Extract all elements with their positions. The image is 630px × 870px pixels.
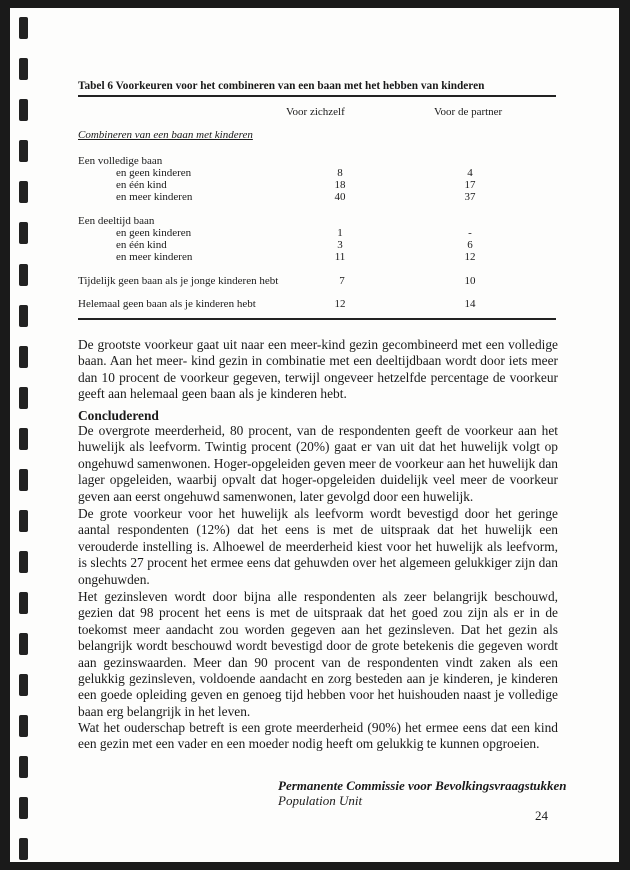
binding-hole [19, 264, 28, 286]
row-value-partner: - [468, 227, 472, 239]
table-bottom-rule [78, 318, 556, 320]
binding-hole [19, 222, 28, 244]
row-value-partner: 6 [467, 239, 473, 251]
row-value-self: 18 [334, 179, 346, 191]
row-value-partner: 12 [464, 251, 476, 263]
binding-hole [19, 469, 28, 491]
binding-hole [19, 428, 28, 450]
row-value-self: 12 [334, 298, 346, 310]
paragraph-5: Wat het ouderschap betreft is een grote meerderheid (90%) het ermee eens dat een kind een gezin met een vader en een moeder nodig heeft om gelukkig te kunnen opgroeien. [78, 720, 558, 752]
row-value-self: 8 [337, 167, 343, 179]
row-label: en één kind [116, 179, 167, 191]
table-top-rule [78, 95, 556, 97]
binding-hole [19, 551, 28, 573]
column-header-self: Voor zichzelf [286, 106, 345, 118]
paragraph-4: Het gezinsleven wordt door bijna alle respondenten als zeer belangrijk beschouwd, gezien dat 98 procent het eens is met de uitspraak dat het goed zou zijn als er in de toekomst meer aandacht zou worden gegeven aan het gezinsleven. Dat het gezin als belangrijk wordt beschouwd wordt bevestigd door de grote betekenis die gegeven wordt aan gezinswaarden. Meer dan 90 procent van de respondenten vindt zaken als een gelukkig gezinsleven, voldoende aandacht en zorg besteden aan je kinderen, je kinderen een goede opleiding geven en genoeg tijd hebben voor het huishouden naast je volledige baan erg belangrijk in het leven. [78, 589, 558, 719]
table-title: Tabel 6 Voorkeuren voor het combineren van een baan met het hebben van kinderen [78, 80, 485, 92]
binding-hole [19, 387, 28, 409]
footer-unit: Population Unit [278, 793, 363, 808]
row-value-self: 1 [337, 227, 343, 239]
binding-hole [19, 633, 28, 655]
binding-hole [19, 58, 28, 80]
row-value-self: 40 [334, 191, 346, 203]
binding-hole [19, 797, 28, 819]
row-value-partner: 14 [464, 298, 476, 310]
row-label: en geen kinderen [116, 227, 192, 239]
binding-hole [19, 592, 28, 614]
binding-hole [19, 510, 28, 532]
group-label-fulltime: Een volledige baan [78, 155, 163, 167]
binding-hole [19, 715, 28, 737]
binding-hole [19, 346, 28, 368]
row-label-temporary: Tijdelijk geen baan als je jonge kinderen hebt [78, 275, 279, 287]
column-header-partner: Voor de partner [434, 106, 503, 118]
row-value-partner: 17 [464, 179, 476, 191]
table-subtitle: Combineren van een baan met kinderen [78, 129, 253, 141]
footer-organization: Permanente Commissie voor Bevolkingsvraagstukken [278, 778, 567, 793]
row-value-self: 3 [337, 239, 343, 251]
page-number: 24 [535, 808, 548, 823]
row-label: en meer kinderen [116, 251, 193, 263]
binding-hole [19, 838, 28, 860]
paragraph-2: De overgrote meerderheid, 80 procent, van de respondenten geeft de voorkeur aan het huwelijk als leefvorm. Twintig procent (20%) gaat er van uit dat het huwelijk volgt op ongehuwd samenwonen. Hoger-opgeleiden geven meer de voorkeur aan het huwelijk dan lager opgeleiden, waarbij opvalt dat hoger-opgeleiden duidelijk veel meer de voorkeur geven aan eerst ongehuwd samenwonen, later gevolgd door een huwelijk. [78, 423, 558, 504]
row-value-self: 11 [334, 251, 346, 263]
binding-hole [19, 305, 28, 327]
binding-hole [19, 99, 28, 121]
paragraph-1: De grootste voorkeur gaat uit naar een meer-kind gezin gecombineerd met een volledige baan. Aan het meer- kind gezin in combinatie met een deeltijdbaan wordt door iets meer dan 10 procent de voorkeur gegeven, terwijl ongeveer hetzelfde percentage de voorkeur geeft aan helemaal geen baan als je kinderen hebt. [78, 337, 558, 402]
row-value-partner: 10 [464, 275, 476, 287]
row-value-partner: 4 [467, 167, 473, 179]
row-value-partner: 37 [464, 191, 476, 203]
row-label-no-job: Helemaal geen baan als je kinderen hebt [78, 298, 256, 310]
group-label-parttime: Een deeltijd baan [78, 215, 155, 227]
paragraph-3: De grote voorkeur voor het huwelijk als leefvorm wordt bevestigd door het geringe aantal respondenten (12%) dat het eens is met de uitspraak dat het huwelijk een verouderde instelling is. Alhoewel de meerderheid kiest voor het huwelijk als leefvorm, is slechts 27 procent het ermee eens dat gehuwden over het algemeen gelukkiger zijn dan ongehuwden. [78, 506, 558, 587]
section-heading: Concluderend [78, 408, 159, 423]
row-label: en geen kinderen [116, 167, 192, 179]
row-label: en één kind [116, 239, 167, 251]
binding-hole [19, 140, 28, 162]
row-value-self: 7 [339, 275, 345, 287]
binding-hole [19, 17, 28, 39]
binding-hole [19, 674, 28, 696]
binding-hole [19, 756, 28, 778]
row-label: en meer kinderen [116, 191, 193, 203]
binding-hole [19, 181, 28, 203]
